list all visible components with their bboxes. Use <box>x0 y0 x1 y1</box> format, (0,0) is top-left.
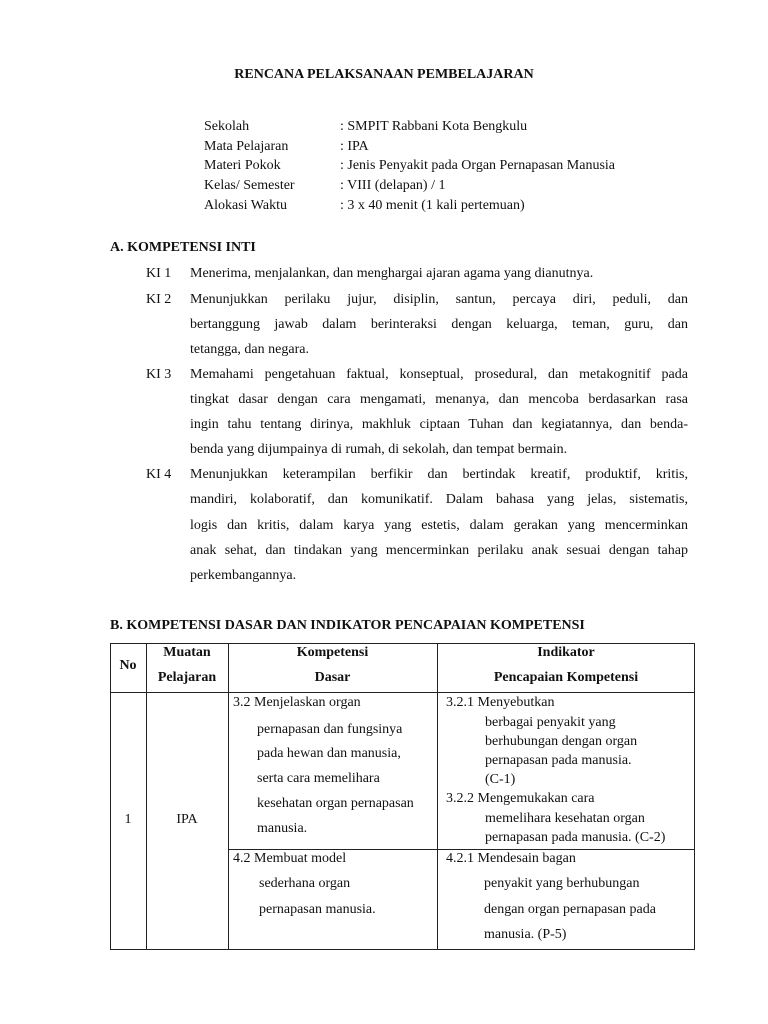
row-muatan: IPA <box>176 812 198 827</box>
header-indicator-1: Indikator <box>537 645 595 660</box>
kd32-line-4: serta cara memelihara <box>257 771 380 786</box>
ind42-line-1: 4.2.1 Mendesain bagan <box>446 851 576 866</box>
identity-label-school: Sekolah <box>204 119 250 134</box>
identity-label-topic: Materi Pokok <box>204 158 281 173</box>
ki2-line-2: bertanggung jawab dalam berinteraksi dengan keluarga, teman, guru, dan <box>190 317 688 332</box>
ind32-line-7: memelihara kesehatan organ <box>485 811 645 826</box>
ind32-line-4: pernapasan pada manusia. <box>485 753 632 768</box>
section-a-heading: A. KOMPETENSI INTI <box>110 240 256 255</box>
ki3-line-3: ingin tahu tentang dirinya, makhluk ciptaan Tuhan dan kegiatannya, dan benda- <box>190 417 688 432</box>
ki4-line-3: logis dan kritis, dalam karya yang estetis, dalam gerakan yang mencerminkan <box>190 518 688 533</box>
ki4-line-1: Menunjukkan keterampilan berfikir dan bertindak kreatif, produktif, kritis, <box>190 467 688 482</box>
row-no: 1 <box>124 812 132 827</box>
identity-value-time: : 3 x 40 menit (1 kali pertemuan) <box>340 198 525 213</box>
ki4-line-5: perkembangannya. <box>190 568 297 583</box>
document-title: RENCANA PELAKSANAAN PEMBELAJARAN <box>234 67 534 82</box>
identity-value-subject: : IPA <box>340 139 369 154</box>
ki4-line-2: mandiri, kolaboratif, dan komunikatif. Dalam bahasa yang jelas, sistematis, <box>190 492 688 507</box>
ind32-line-1: 3.2.1 Menyebutkan <box>446 695 555 710</box>
ind32-line-8: pernapasan pada manusia. (C-2) <box>485 830 666 845</box>
ki2-code: KI 2 <box>146 292 172 307</box>
identity-value-school: : SMPIT Rabbani Kota Bengkulu <box>340 119 528 134</box>
table-row-divider <box>228 849 695 850</box>
ki4-line-4: anak sehat, dan tindakan yang mencerminkan perilaku anak sesuai dengan tahap <box>190 543 688 558</box>
kd32-line-1: 3.2 Menjelaskan organ <box>233 695 361 710</box>
ki3-line-1: Memahami pengetahuan faktual, konseptual, prosedural, dan metakognitif pada <box>190 367 688 382</box>
identity-label-class: Kelas/ Semester <box>204 178 295 193</box>
ind32-line-6: 3.2.2 Mengemukakan cara <box>446 791 595 806</box>
ki3-line-4: benda yang dijumpainya di rumah, di sekolah, dan tempat bermain. <box>190 442 568 457</box>
ind42-line-4: manusia. (P-5) <box>484 927 567 942</box>
kd32-line-5: kesehatan organ pernapasan <box>257 796 414 811</box>
ind32-line-5: (C-1) <box>485 772 516 787</box>
ind42-line-3: dengan organ pernapasan pada <box>484 902 656 917</box>
table-divider-kd <box>437 643 438 950</box>
identity-value-topic: : Jenis Penyakit pada Organ Pernapasan Manusia <box>340 158 616 173</box>
kd42-line-1: 4.2 Membuat model <box>233 851 347 866</box>
kd42-line-3: pernapasan manusia. <box>259 902 376 917</box>
identity-value-class: : VIII (delapan) / 1 <box>340 178 446 193</box>
header-muatan-2: Pelajaran <box>157 670 217 685</box>
header-kd-1: Kompetensi <box>296 645 369 660</box>
identity-label-time: Alokasi Waktu <box>204 198 287 213</box>
header-muatan-1: Muatan <box>163 645 211 660</box>
identity-label-subject: Mata Pelajaran <box>204 139 289 154</box>
ki4-code: KI 4 <box>146 467 172 482</box>
table-divider-no <box>146 643 147 950</box>
ki2-line-3: tetangga, dan negara. <box>190 342 309 357</box>
ki1-line-1: Menerima, menjalankan, dan menghargai ajaran agama yang dianutnya. <box>190 266 594 281</box>
ki3-line-2: tingkat dasar dengan cara mengamati, menanya, dan mencoba berdasarkan rasa <box>190 392 688 407</box>
kd32-line-2: pernapasan dan fungsinya <box>257 722 403 737</box>
header-no: No <box>119 658 137 673</box>
ind32-line-2: berbagai penyakit yang <box>485 715 616 730</box>
ki1-code: KI 1 <box>146 266 172 281</box>
header-kd-2: Dasar <box>314 670 351 685</box>
ind32-line-3: berhubungan dengan organ <box>485 734 638 749</box>
section-b-heading: B. KOMPETENSI DASAR DAN INDIKATOR PENCAPAIAN KOMPETENSI <box>110 618 585 633</box>
ki3-code: KI 3 <box>146 367 172 382</box>
header-indicator-2: Pencapaian Kompetensi <box>493 670 639 685</box>
table-divider-muatan <box>228 643 229 950</box>
kd32-line-6: manusia. <box>257 821 308 836</box>
table-header-divider <box>110 692 695 693</box>
ind42-line-2: penyakit yang berhubungan <box>484 876 640 891</box>
ki2-line-1: Menunjukkan perilaku jujur, disiplin, santun, percaya diri, peduli, dan <box>190 292 688 307</box>
kd32-line-3: pada hewan dan manusia, <box>257 746 401 761</box>
kd42-line-2: sederhana organ <box>259 876 351 891</box>
